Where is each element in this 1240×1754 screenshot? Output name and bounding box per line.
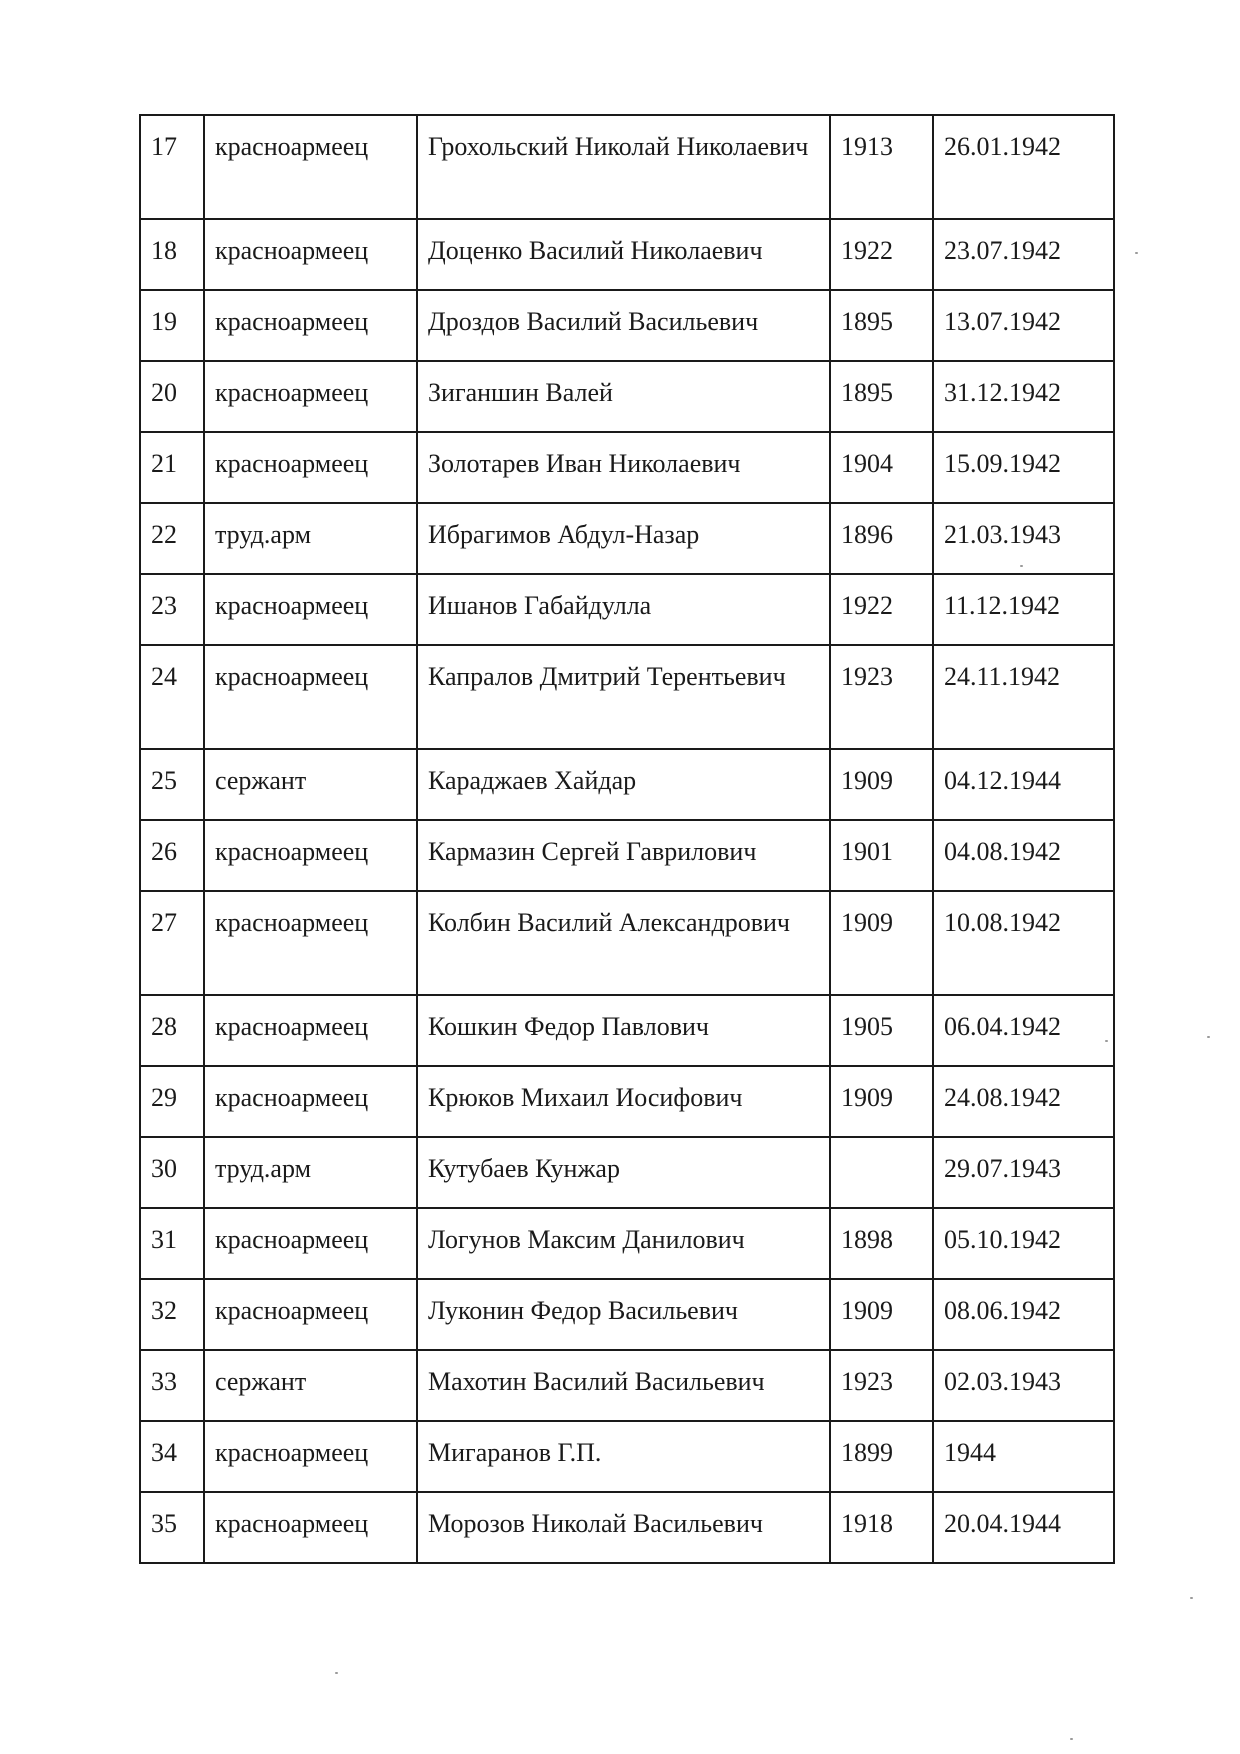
date-cell: 31.12.1942 [933, 361, 1114, 432]
date-cell: 1944 [933, 1421, 1114, 1492]
birth-year-cell: 1923 [830, 1350, 933, 1421]
name-cell: Ишанов Габайдулла [417, 574, 830, 645]
table-row [140, 1421, 1114, 1492]
date-cell: 23.07.1942 [933, 219, 1114, 290]
date-cell: 02.03.1943 [933, 1350, 1114, 1421]
row-number-cell: 29 [140, 1066, 204, 1137]
table-row [140, 645, 1114, 749]
rank-cell: красноармеец [204, 1279, 417, 1350]
row-number-cell: 19 [140, 290, 204, 361]
birth-year-cell: 1923 [830, 645, 933, 749]
rank-cell: красноармеец [204, 645, 417, 749]
table-row [140, 995, 1114, 1066]
birth-year-cell: 1899 [830, 1421, 933, 1492]
name-cell: Грохольский Николай Николаевич [417, 115, 830, 219]
date-cell: 24.11.1942 [933, 645, 1114, 749]
row-number-cell: 30 [140, 1137, 204, 1208]
rank-cell: красноармеец [204, 361, 417, 432]
name-cell: Морозов Николай Васильевич [417, 1492, 830, 1563]
table-row [140, 361, 1114, 432]
name-cell: Кошкин Федор Павлович [417, 995, 830, 1066]
birth-year-cell: 1909 [830, 1279, 933, 1350]
birth-year-cell: 1909 [830, 749, 933, 820]
birth-year-cell: 1909 [830, 891, 933, 995]
date-cell: 11.12.1942 [933, 574, 1114, 645]
row-number-cell: 23 [140, 574, 204, 645]
row-number-cell: 34 [140, 1421, 204, 1492]
date-cell: 10.08.1942 [933, 891, 1114, 995]
row-number-cell: 32 [140, 1279, 204, 1350]
date-cell: 04.12.1944 [933, 749, 1114, 820]
row-number-cell: 24 [140, 645, 204, 749]
row-number-cell: 27 [140, 891, 204, 995]
table-row [140, 1066, 1114, 1137]
row-number-cell: 17 [140, 115, 204, 219]
row-number-cell: 22 [140, 503, 204, 574]
rank-cell: красноармеец [204, 995, 417, 1066]
rank-cell: красноармеец [204, 290, 417, 361]
birth-year-cell: 1895 [830, 361, 933, 432]
name-cell: Крюков Михаил Иосифович [417, 1066, 830, 1137]
rank-cell: труд.арм [204, 1137, 417, 1208]
date-cell: 13.07.1942 [933, 290, 1114, 361]
date-cell: 21.03.1943 [933, 503, 1114, 574]
name-cell: Ибрагимов Абдул-Назар [417, 503, 830, 574]
birth-year-cell: 1918 [830, 1492, 933, 1563]
rank-cell: красноармеец [204, 432, 417, 503]
row-number-cell: 35 [140, 1492, 204, 1563]
row-number-cell: 28 [140, 995, 204, 1066]
rank-cell: красноармеец [204, 891, 417, 995]
table-row [140, 290, 1114, 361]
name-cell: Мигаранов Г.П. [417, 1421, 830, 1492]
name-cell: Караджаев Хайдар [417, 749, 830, 820]
birth-year-cell: 1904 [830, 432, 933, 503]
roster-table [139, 114, 1115, 1564]
row-number-cell: 21 [140, 432, 204, 503]
birth-year-cell [830, 1137, 933, 1208]
date-cell: 26.01.1942 [933, 115, 1114, 219]
date-cell: 20.04.1944 [933, 1492, 1114, 1563]
table-row [140, 1279, 1114, 1350]
table-row [140, 1137, 1114, 1208]
date-cell: 08.06.1942 [933, 1279, 1114, 1350]
rank-cell: красноармеец [204, 115, 417, 219]
birth-year-cell: 1905 [830, 995, 933, 1066]
row-number-cell: 33 [140, 1350, 204, 1421]
roster-table-body [140, 115, 1114, 1563]
date-cell: 29.07.1943 [933, 1137, 1114, 1208]
rank-cell: красноармеец [204, 1492, 417, 1563]
table-row [140, 1350, 1114, 1421]
table-row [140, 749, 1114, 820]
rank-cell: красноармеец [204, 1208, 417, 1279]
name-cell: Доценко Василий Николаевич [417, 219, 830, 290]
table-row [140, 432, 1114, 503]
table-row [140, 1492, 1114, 1563]
name-cell: Золотарев Иван Николаевич [417, 432, 830, 503]
row-number-cell: 20 [140, 361, 204, 432]
birth-year-cell: 1922 [830, 574, 933, 645]
table-row [140, 891, 1114, 995]
name-cell: Махотин Василий Васильевич [417, 1350, 830, 1421]
rank-cell: сержант [204, 1350, 417, 1421]
birth-year-cell: 1896 [830, 503, 933, 574]
rank-cell: красноармеец [204, 820, 417, 891]
rank-cell: красноармеец [204, 574, 417, 645]
table-row [140, 820, 1114, 891]
row-number-cell: 26 [140, 820, 204, 891]
table-row [140, 574, 1114, 645]
name-cell: Луконин Федор Васильевич [417, 1279, 830, 1350]
birth-year-cell: 1895 [830, 290, 933, 361]
birth-year-cell: 1901 [830, 820, 933, 891]
name-cell: Зиганшин Валей [417, 361, 830, 432]
table-row [140, 219, 1114, 290]
table-row [140, 115, 1114, 219]
name-cell: Дроздов Василий Васильевич [417, 290, 830, 361]
name-cell: Кутубаев Кунжар [417, 1137, 830, 1208]
birth-year-cell: 1898 [830, 1208, 933, 1279]
rank-cell: красноармеец [204, 1421, 417, 1492]
date-cell: 06.04.1942 [933, 995, 1114, 1066]
row-number-cell: 31 [140, 1208, 204, 1279]
date-cell: 04.08.1942 [933, 820, 1114, 891]
birth-year-cell: 1922 [830, 219, 933, 290]
row-number-cell: 18 [140, 219, 204, 290]
rank-cell: труд.арм [204, 503, 417, 574]
date-cell: 24.08.1942 [933, 1066, 1114, 1137]
date-cell: 05.10.1942 [933, 1208, 1114, 1279]
date-cell: 15.09.1942 [933, 432, 1114, 503]
table-row [140, 1208, 1114, 1279]
name-cell: Колбин Василий Александрович [417, 891, 830, 995]
name-cell: Логунов Максим Данилович [417, 1208, 830, 1279]
table-row [140, 503, 1114, 574]
birth-year-cell: 1913 [830, 115, 933, 219]
name-cell: Кармазин Сергей Гаврилович [417, 820, 830, 891]
birth-year-cell: 1909 [830, 1066, 933, 1137]
rank-cell: красноармеец [204, 219, 417, 290]
rank-cell: красноармеец [204, 1066, 417, 1137]
name-cell: Капралов Дмитрий Терентьевич [417, 645, 830, 749]
rank-cell: сержант [204, 749, 417, 820]
row-number-cell: 25 [140, 749, 204, 820]
